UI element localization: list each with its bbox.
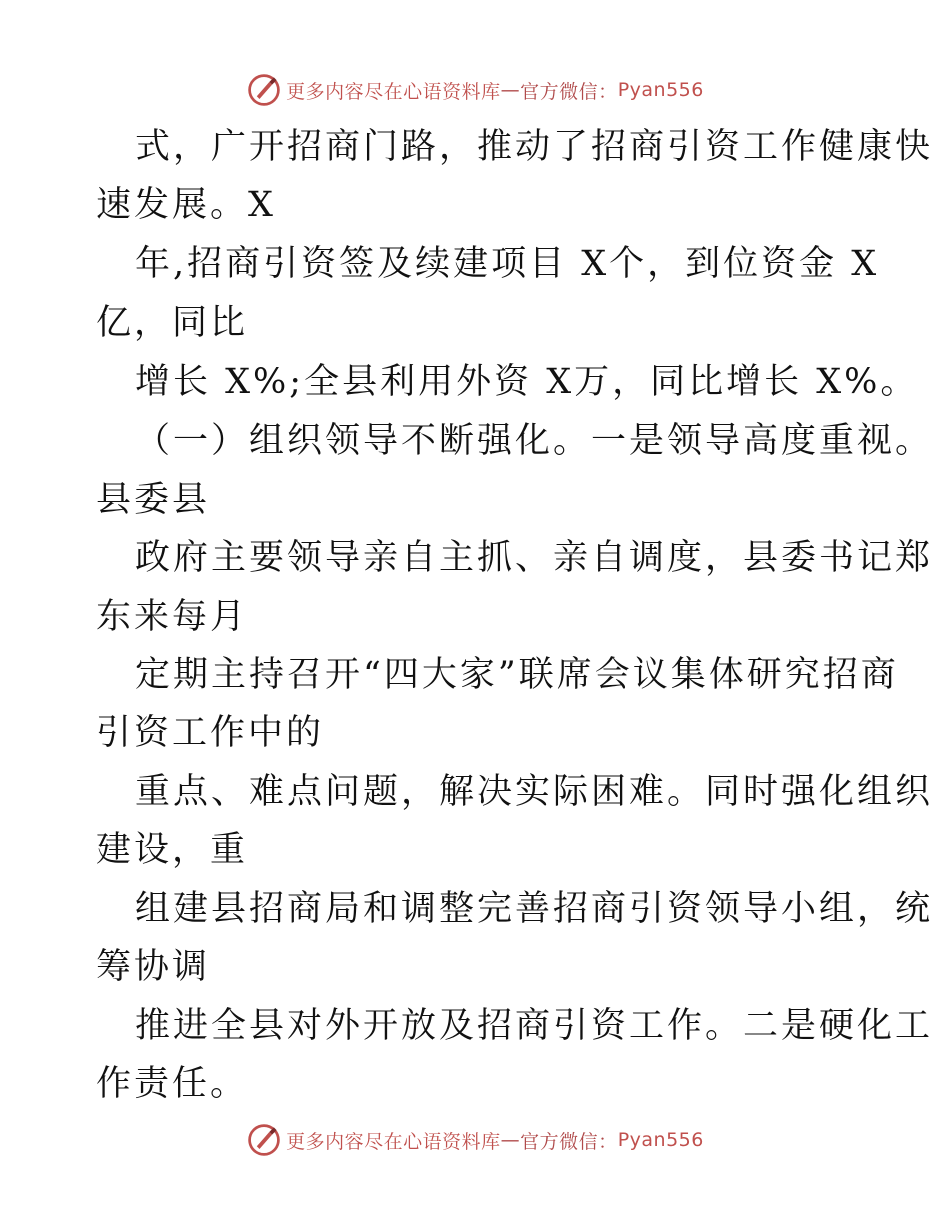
watermark-brand-text: 更多内容尽在心语资料库 — [286, 1130, 501, 1153]
watermark-separator: — — [500, 79, 521, 101]
body-line: 作责任。 — [96, 1064, 249, 1104]
body-line: 推进全县对外开放及招商引资工作。二是硬化工 — [135, 1006, 934, 1046]
watermark-account: Pyan556 — [617, 79, 704, 101]
body-line: 政府主要领导亲自主抓、亲自调度，县委书记郑 — [135, 538, 934, 578]
body-line: 定期主持召开“四大家”联席会议集体研究招商 — [135, 655, 899, 695]
body-line: 建设，重 — [96, 830, 249, 870]
watermark-official-label: 官方微信： — [520, 80, 618, 103]
body-line: （一）组织领导不断强化。一是领导高度重视。 — [135, 421, 934, 461]
body-line: 县委县 — [96, 480, 211, 520]
body-line: 增长 X%;全县利用外资 X万，同比增长 X%。 — [135, 362, 919, 402]
body-line: 筹协调 — [96, 947, 211, 987]
body-line: 年,招商引资签及续建项目 X个，到位资金 X — [135, 244, 880, 284]
body-line: 东来每月 — [96, 597, 249, 637]
watermark-official-label: 官方微信： — [520, 1130, 618, 1153]
watermark-brand-text: 更多内容尽在心语资料库 — [286, 80, 501, 103]
body-line: 速发展。X — [96, 185, 276, 225]
body-line: 亿，同比 — [96, 303, 249, 343]
body-line: 重点、难点问题，解决实际困难。同时强化组织 — [135, 772, 934, 812]
body-line: 引资工作中的 — [96, 713, 325, 753]
body-line: 式，广开招商门路，推动了招商引资工作健康快 — [135, 127, 934, 167]
brand-logo-icon — [246, 1122, 282, 1158]
watermark-account: Pyan556 — [617, 1129, 704, 1151]
watermark-separator: — — [500, 1129, 521, 1151]
body-line: 组建县招商局和调整完善招商引资领导小组，统 — [135, 889, 934, 929]
footer-watermark — [0, 1120, 950, 1160]
